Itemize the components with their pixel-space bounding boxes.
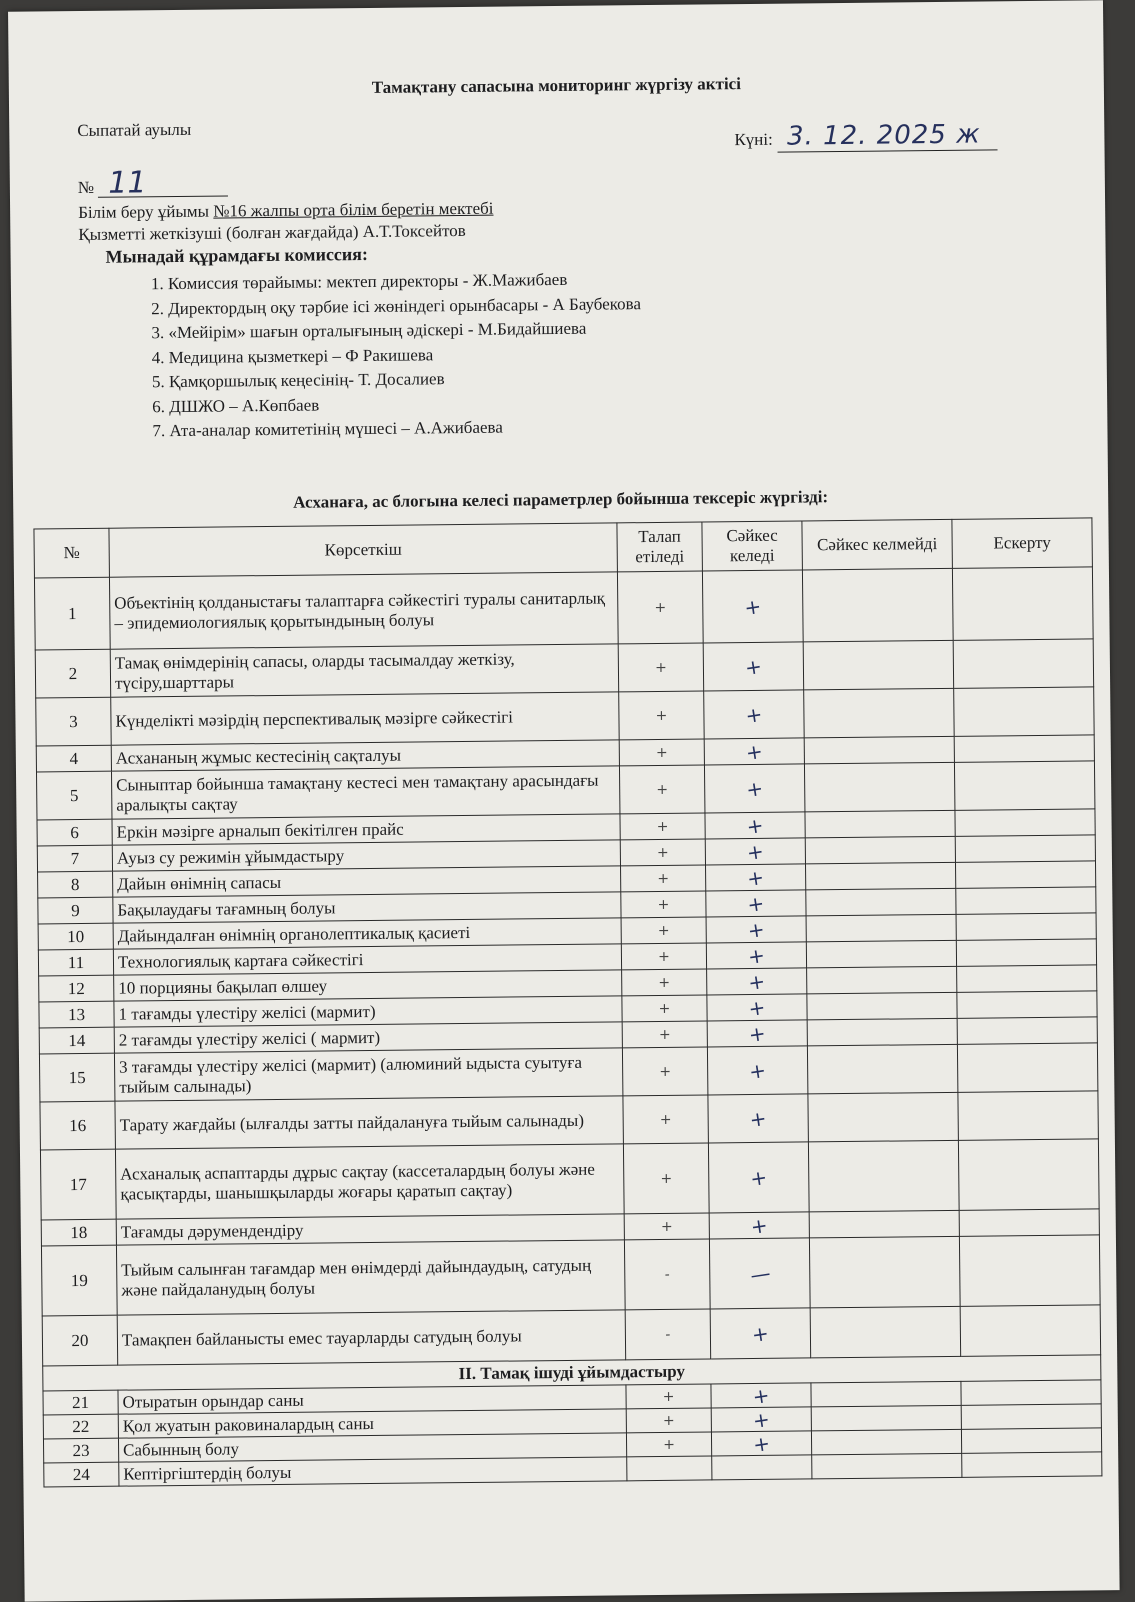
row-indicator: Тамақ өнімдерінің сапасы, оларды тасымалдау жеткізу, түсіру,шарттары — [110, 644, 618, 697]
row-note-cell — [959, 1235, 1100, 1306]
row-noncompliant-cell — [805, 836, 955, 864]
row-required-mark: + — [622, 969, 707, 996]
row-noncompliant-cell — [811, 1405, 961, 1431]
row-number: 10 — [38, 923, 113, 950]
org-label: Білім беру ұйымы — [78, 201, 210, 223]
row-number: 16 — [40, 1101, 115, 1150]
date-line — [734, 119, 997, 153]
row-noncompliant-cell — [808, 1092, 958, 1142]
row-required-mark: - — [625, 1309, 711, 1360]
row-note-cell — [952, 567, 1093, 640]
row-required-mark: + — [621, 917, 706, 944]
row-indicator: Тарату жағдайы (ылғалды затты пайдалануға тыйым салынады) — [115, 1096, 623, 1149]
row-required-mark: + — [621, 891, 706, 918]
inspection-table — [33, 517, 1102, 1487]
handwritten-mark: + — [745, 838, 766, 865]
row-number: 20 — [42, 1315, 118, 1366]
row-note-cell — [956, 939, 1096, 966]
row-indicator: Күнделікті мәзірдің перспективалық мәзірге сәйкестігі — [111, 692, 619, 745]
member-item: 6. ДШЖО – А.Көпбаев — [152, 394, 320, 416]
document-title: Тамақтану сапасына мониторинг жүргізу актісі — [371, 74, 741, 97]
row-noncompliant-cell — [803, 640, 953, 690]
row-noncompliant-cell — [804, 688, 954, 738]
row-note-cell — [956, 887, 1096, 914]
org-value: №16 жалпы орта білім беретін мектебі — [213, 198, 494, 221]
header-required: Талап етіледі — [617, 522, 703, 572]
row-required-mark: + — [620, 813, 705, 840]
row-compliant-mark — [707, 968, 807, 995]
row-compliant-mark — [703, 642, 803, 691]
table-body-section1 — [34, 567, 1100, 1366]
row-indicator: Дайын өнімнің сапасы — [113, 866, 621, 897]
handwritten-mark: + — [748, 1164, 769, 1191]
handwritten-mark: + — [745, 812, 766, 839]
member-item: 7. Ата-аналар комитетінің мүшесі – А.Ажибаева — [152, 417, 503, 441]
commission-members — [151, 267, 643, 444]
handwritten-mark: + — [746, 994, 768, 1021]
row-noncompliant-cell — [805, 862, 955, 890]
row-note-cell — [957, 965, 1097, 992]
row-compliant-mark — [704, 690, 804, 739]
row-note-cell — [960, 1305, 1101, 1356]
row-note-cell — [955, 835, 1095, 862]
row-indicator: Қол жуатын раковиналардың саны — [118, 1409, 626, 1438]
handwritten-mark: + — [750, 1320, 771, 1347]
supplier-line: Қызметті жеткізуші (болған жағдайда) А.Т.Токсейтов — [78, 220, 466, 245]
row-required-mark: + — [620, 839, 705, 866]
row-indicator: Еркін мәзірге арналып бекітілген прайс — [112, 814, 620, 845]
row-required-mark: + — [626, 1384, 711, 1409]
row-compliant-mark — [706, 864, 806, 891]
row-noncompliant-cell — [809, 1210, 959, 1238]
handwritten-mark: + — [747, 1020, 768, 1047]
row-number: 2 — [35, 649, 110, 698]
row-compliant-mark — [711, 1407, 811, 1432]
row-required-mark: + — [624, 1213, 709, 1240]
row-required-mark: - — [624, 1239, 710, 1310]
header-indicator: Көрсеткіш — [109, 523, 617, 577]
header-noncompliant: Сәйкес келмейді — [802, 519, 953, 570]
member-item: 2. Директордың оқу тәрбие ісі жөніндегі орынбасары - А Баубекова — [151, 293, 642, 318]
row-indicator: 2 тағамды үлестіру желісі ( мармит) — [114, 1022, 622, 1053]
header-note: Ескерту — [952, 518, 1093, 568]
row-compliant-mark — [702, 570, 803, 643]
number-label: № — [77, 177, 95, 198]
row-compliant-mark — [708, 1142, 809, 1213]
row-indicator: Сабынның болу — [118, 1433, 626, 1462]
row-number: 11 — [38, 949, 113, 976]
handwritten-mark: + — [746, 942, 767, 969]
row-required-mark — [627, 1456, 712, 1481]
row-number: 8 — [38, 871, 113, 898]
row-compliant-mark — [711, 1431, 811, 1456]
document-page — [8, 0, 1120, 1601]
handwritten-mark: + — [748, 1105, 769, 1132]
row-number: 21 — [43, 1390, 118, 1415]
row-indicator: Кептіргіштердің болуы — [119, 1457, 627, 1486]
handwritten-mark: + — [746, 968, 767, 995]
row-number: 4 — [36, 745, 111, 772]
row-indicator: 3 тағамды үлестіру желісі (мармит) (алюминий ыдыста суытуға тыйым салынады) — [114, 1048, 622, 1101]
table-row — [41, 1235, 1100, 1316]
row-noncompliant-cell — [808, 1140, 959, 1212]
member-item: 5. Қамқоршылық кеңесінің- Т. Досалиев — [151, 369, 445, 392]
row-note-cell — [958, 1091, 1098, 1140]
row-number: 23 — [43, 1438, 118, 1463]
handwritten-mark: + — [749, 1212, 770, 1239]
row-number: 6 — [37, 819, 112, 846]
row-noncompliant-cell — [807, 1018, 957, 1046]
row-note-cell — [956, 913, 1096, 940]
row-note-cell — [955, 809, 1095, 836]
row-noncompliant-cell — [804, 736, 954, 764]
table-row — [40, 1139, 1099, 1220]
row-required-mark: + — [619, 765, 704, 814]
row-indicator: 10 порцияны бақылап өлшеу — [114, 970, 622, 1001]
row-number: 24 — [44, 1462, 119, 1487]
row-number: 15 — [39, 1053, 114, 1102]
row-required-mark: + — [618, 643, 703, 692]
row-note-cell — [961, 1404, 1101, 1429]
header-compliant: Сәйкес келеді — [702, 521, 803, 571]
handwritten-mark: + — [744, 775, 765, 802]
row-compliant-mark — [709, 1212, 809, 1239]
row-note-cell — [958, 1139, 1099, 1210]
row-indicator: Ауыз су режимін ұйымдастыру — [112, 840, 620, 871]
row-noncompliant-cell — [807, 966, 957, 994]
member-item: 1. Комиссия төрайымы: мектеп директоры - Ж.Мажибаев — [150, 269, 568, 294]
handwritten-mark: — — [748, 1260, 772, 1287]
row-required-mark: + — [621, 865, 706, 892]
section-title: ІІ. Тамақ ішуді ұйымдастыру — [43, 1355, 1101, 1391]
row-compliant-mark — [708, 1094, 808, 1143]
handwritten-mark: + — [744, 738, 765, 765]
row-number: 1 — [34, 577, 110, 650]
row-required-mark: + — [619, 739, 704, 766]
handwritten-mark: + — [742, 593, 763, 620]
row-number: 3 — [36, 697, 111, 746]
handwritten-mark: + — [745, 890, 766, 917]
number-value: 11 — [98, 169, 228, 197]
row-required-mark: + — [626, 1432, 711, 1457]
row-noncompliant-cell — [804, 762, 954, 812]
row-note-cell — [957, 1017, 1097, 1044]
member-item: 3. «Мейірім» шағын орталығының әдіскері - М.Бидайшиева — [151, 318, 587, 343]
row-indicator: Асхананың жұмыс кестесінің сақталуы — [111, 740, 619, 771]
handwritten-mark: + — [743, 701, 765, 728]
row-compliant-mark — [705, 838, 805, 865]
handwritten-mark: + — [751, 1406, 772, 1433]
table-body-section2 — [43, 1380, 1102, 1487]
row-number: 14 — [39, 1027, 114, 1054]
row-note-cell — [957, 991, 1097, 1018]
row-number: 12 — [39, 975, 114, 1002]
handwritten-mark: + — [751, 1430, 772, 1457]
handwritten-mark: + — [747, 1057, 768, 1084]
row-indicator: Отыратын орындар саны — [118, 1385, 626, 1414]
row-number: 17 — [40, 1149, 116, 1220]
row-indicator: Дайындалған өнімнің органолептикалық қасиеті — [113, 918, 621, 949]
row-noncompliant-cell — [805, 810, 955, 838]
row-note-cell — [957, 1043, 1097, 1092]
row-noncompliant-cell — [807, 992, 957, 1020]
row-noncompliant-cell — [806, 940, 956, 968]
row-required-mark: + — [622, 1047, 707, 1096]
row-number: 5 — [36, 771, 111, 820]
row-compliant-mark — [707, 1046, 807, 1095]
row-required-mark: + — [623, 1095, 708, 1144]
row-compliant-mark — [706, 890, 806, 917]
row-note-cell — [959, 1209, 1099, 1236]
row-noncompliant-cell — [802, 568, 953, 642]
row-noncompliant-cell — [811, 1381, 961, 1407]
date-value: 3. 12. 2025 ж — [777, 119, 997, 152]
row-indicator: Тағамды дәрумендендіру — [116, 1214, 624, 1245]
row-note-cell — [954, 735, 1094, 762]
organization-line — [78, 199, 494, 223]
row-compliant-mark — [707, 994, 807, 1021]
row-compliant-mark — [704, 764, 804, 813]
row-note-cell — [962, 1452, 1102, 1477]
row-noncompliant-cell — [806, 914, 956, 942]
row-required-mark: + — [626, 1408, 711, 1433]
header-num: № — [34, 528, 110, 578]
row-compliant-mark — [706, 916, 806, 943]
table-row — [34, 567, 1093, 650]
row-required-mark: + — [617, 571, 703, 644]
village-name: Сыпатай ауылы — [77, 119, 192, 141]
row-note-cell — [954, 761, 1094, 810]
row-note-cell — [953, 639, 1093, 688]
row-required-mark: + — [622, 995, 707, 1022]
row-note-cell — [961, 1428, 1101, 1453]
row-compliant-mark — [707, 1020, 807, 1047]
row-number: 9 — [38, 897, 113, 924]
row-number: 19 — [41, 1245, 117, 1316]
row-noncompliant-cell — [812, 1453, 962, 1479]
row-noncompliant-cell — [809, 1236, 960, 1308]
row-required-mark: + — [621, 943, 706, 970]
row-indicator: Тыйым салынған тағамдар мен өнімдерді дайындаудың, сатудың және пайдаланудың болуы — [116, 1240, 625, 1315]
row-compliant-mark — [709, 1238, 810, 1309]
row-note-cell — [961, 1380, 1101, 1405]
row-note-cell — [955, 861, 1095, 888]
date-label: Күні: — [734, 129, 773, 150]
row-indicator: Тамақпен байланысты емес тауарларды сатудың болуы — [117, 1310, 625, 1365]
row-noncompliant-cell — [811, 1429, 961, 1455]
row-noncompliant-cell — [806, 888, 956, 916]
row-required-mark: + — [622, 1021, 707, 1048]
row-noncompliant-cell — [807, 1044, 957, 1094]
row-compliant-mark — [706, 942, 806, 969]
row-number: 22 — [43, 1414, 118, 1439]
row-number: 7 — [37, 845, 112, 872]
row-compliant-mark — [711, 1383, 811, 1408]
row-required-mark: + — [619, 691, 704, 740]
row-compliant-mark — [705, 812, 805, 839]
row-indicator: Сыныптар бойынша тамақтану кестесі мен тамақтану арасындағы аралықты сақтау — [111, 766, 619, 819]
row-compliant-mark — [704, 738, 804, 765]
commission-heading: Мынадай құрамдағы комиссия: — [105, 243, 369, 267]
row-indicator: Бақылаудағы тағамның болуы — [113, 892, 621, 923]
row-required-mark: + — [623, 1143, 709, 1214]
handwritten-mark: + — [743, 653, 764, 680]
handwritten-mark: + — [750, 1382, 772, 1409]
handwritten-mark: + — [746, 916, 767, 943]
member-item: 4. Медицина қызметкері – Ф Ракишева — [151, 344, 434, 367]
row-indicator: 1 тағамды үлестіру желісі (мармит) — [114, 996, 622, 1027]
row-compliant-mark — [712, 1455, 812, 1480]
row-indicator: Асханалық аспаптарды дұрыс сақтау (кассеталардың болуы және қасықтарды, шанышқыларды жоғары қаратып сақтау) — [115, 1144, 624, 1219]
params-heading: Асханаға, ас блогына келесі параметрлер бойынша тексеріс жүргізді: — [293, 487, 829, 512]
row-compliant-mark — [710, 1308, 811, 1359]
row-indicator: Объектінің қолданыстағы талаптарға сәйкестігі туралы санитарлық – эпидемиологиялық қорытындының болуы — [109, 572, 618, 649]
row-note-cell — [954, 687, 1094, 736]
row-number: 13 — [39, 1001, 114, 1028]
row-noncompliant-cell — [810, 1306, 961, 1358]
row-indicator: Технологиялық картаға сәйкестігі — [113, 944, 621, 975]
row-number: 18 — [41, 1219, 116, 1246]
act-number-line — [77, 165, 229, 201]
handwritten-mark: + — [745, 864, 766, 891]
